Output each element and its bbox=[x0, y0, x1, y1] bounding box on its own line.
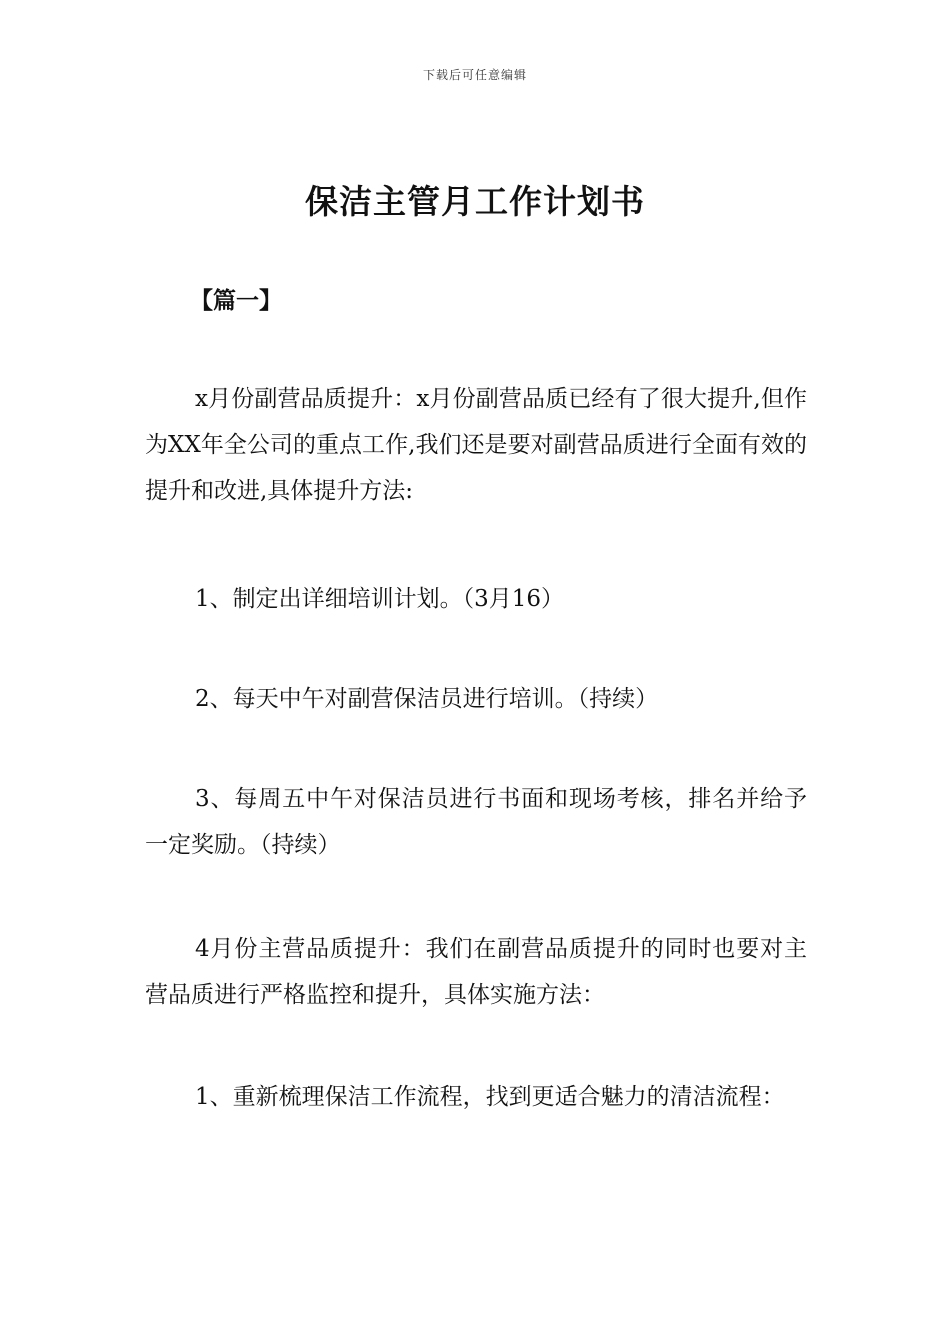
paragraph-intro-month-x: x月份副营品质提升：x月份副营品质已经有了很大提升,但作为XX年全公司的重点工作,我们还是要对副营品质进行全面有效的提升和改进,具体提升方法: bbox=[145, 386, 807, 504]
paragraph-item-3: 3、每周五中午对保洁员进行书面和现场考核，排名并给予一定奖励。（持续） bbox=[145, 786, 807, 858]
paragraph-item-2: 2、每天中午对副营保洁员进行培训。（持续） bbox=[195, 686, 659, 712]
header-note: 下载后可任意编辑 bbox=[422, 68, 527, 82]
paragraph-item-1: 1、制定出详细培训计划。（3月16） bbox=[195, 586, 565, 612]
section-label: 【篇一】 bbox=[190, 288, 282, 314]
document-title: 保洁主管月工作计划书 bbox=[305, 182, 645, 221]
paragraph-intro-april: 4月份主营品质提升：我们在副营品质提升的同时也要对主营品质进行严格监控和提升，具体实施方法： bbox=[145, 936, 807, 1008]
paragraph-item-april-1: 1、重新梳理保洁工作流程，找到更适合魅力的清洁流程： bbox=[195, 1084, 785, 1110]
